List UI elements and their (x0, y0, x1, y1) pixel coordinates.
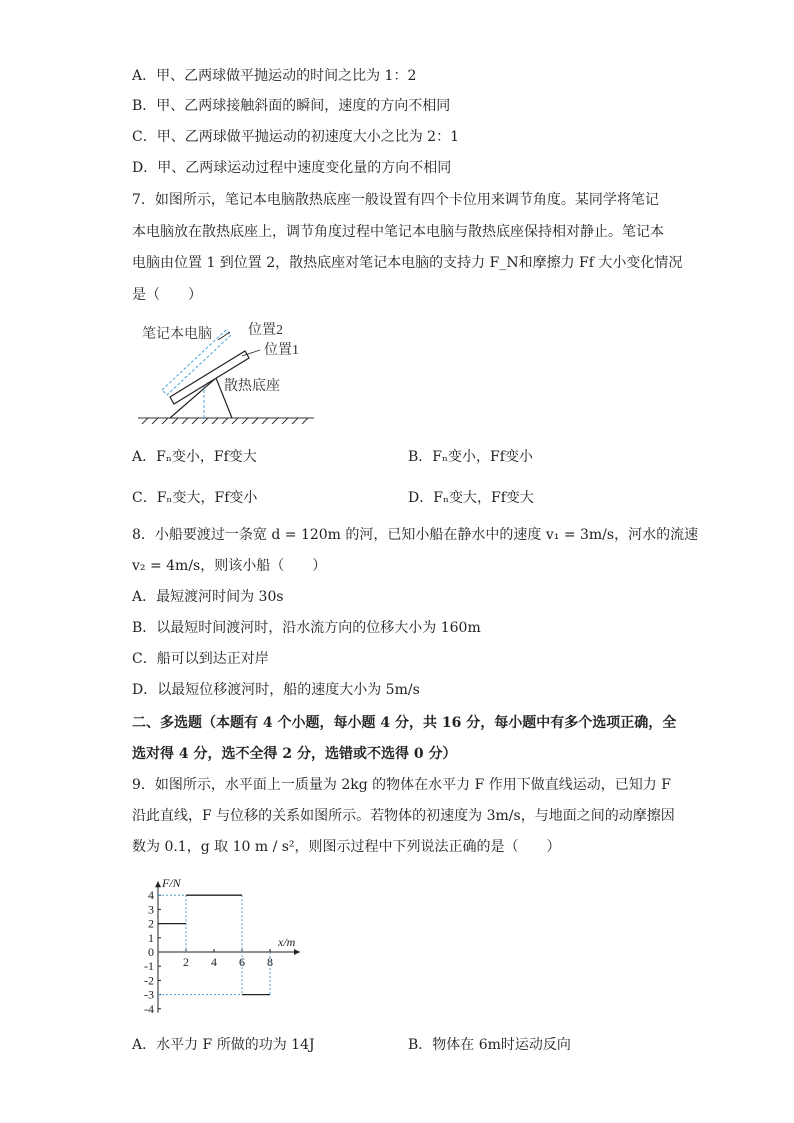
q8-stem-line: 8．小船要渡过一条宽 d = 120m 的河，已知小船在静水中的速度 v₁ = 3m/s，河水的流速 (132, 527, 699, 543)
y-tick-label: 1 (148, 930, 154, 945)
label-position-1: 位置1 (264, 343, 299, 358)
q7-stem-line: 本电脑放在散热底座上，调节角度过程中笔记本电脑与散热底座保持相对静止。笔记本 (132, 224, 664, 240)
q9-force-displacement-chart (130, 866, 330, 1016)
y-tick-label: -4 (144, 1001, 154, 1016)
q7-stem-line: 电脑由位置 1 到位置 2，散热底座对笔记本电脑的支持力 F_N和摩擦力 Ff 大小变化情况 (132, 255, 683, 271)
q9-option-b: B．物体在 6m时运动反向 (408, 1037, 571, 1053)
y-tick-label: -2 (144, 973, 154, 988)
y-tick-label: 0 (148, 945, 154, 959)
y-axis-label: F/N (162, 876, 181, 891)
q8-option-b: B．以最短时间渡河时，沿水流方向的位移大小为 160m (132, 620, 481, 636)
q7-option-c: C．Fₙ变大，Ff变小 (132, 490, 258, 506)
x-axis-arrow (294, 949, 300, 955)
section-2-heading: 二、多选题（本题有 4 个小题，每小题 4 分，共 16 分，每小题中有多个选项正确，全 (132, 715, 677, 731)
y-tick-label: 2 (148, 916, 154, 931)
x-tick-label: 4 (211, 955, 217, 969)
y-tick-label: 4 (148, 888, 154, 903)
q8-stem-line: v₂ = 4m/s，则该小船（ ） (132, 558, 327, 574)
y-axis-arrow (155, 881, 161, 887)
q9-stem-line: 沿此直线，F 与位移的关系如图所示。若物体的初速度为 3m/s，与地面之间的动摩擦因 (132, 808, 675, 824)
q8-option-a: A．最短渡河时间为 30s (132, 589, 284, 605)
q8-option-d: D．以最短位移渡河时，船的速度大小为 5m/s (132, 682, 420, 698)
label-leader-laptop (218, 332, 230, 340)
y-tick-label: 3 (148, 902, 154, 917)
q6-option-b: B．甲、乙两球接触斜面的瞬间，速度的方向不相同 (132, 98, 451, 114)
q7-option-d: D．Fₙ变大，Ff变大 (408, 490, 534, 506)
q7-stem-line: 是（ ） (132, 287, 202, 303)
ground-hatch (138, 418, 314, 424)
label-position-2: 位置2 (248, 323, 283, 338)
q8-option-c: C．船可以到达正对岸 (132, 651, 269, 667)
q7-laptop-figure (132, 318, 322, 424)
x-tick-label: 2 (183, 955, 189, 969)
q6-option-a: A．甲、乙两球做平抛运动的时间之比为 1：2 (132, 68, 417, 84)
q7-stem-line: 7．如图所示，笔记本电脑散热底座一般设置有四个卡位用来调节角度。某同学将笔记 (132, 192, 659, 208)
x-axis-label: x/m (278, 935, 296, 949)
q9-stem-line: 9．如图所示，水平面上一质量为 2kg 的物体在水平力 F 作用下做直线运动，已知力 F (132, 777, 671, 793)
q7-option-a: A．Fₙ变小，Ff变大 (132, 449, 257, 465)
q9-option-a: A．水平力 F 所做的功为 14J (132, 1037, 315, 1053)
y-tick-label: -1 (144, 959, 154, 974)
q6-option-c: C．甲、乙两球做平抛运动的初速度大小之比为 2：1 (132, 129, 459, 145)
q9-stem-line: 数为 0.1，g 取 10 m / s²，则图示过程中下列说法正确的是（ ） (132, 839, 561, 855)
x-tick-label: 8 (267, 955, 273, 969)
label-cooling-base: 散热底座 (224, 379, 280, 394)
q7-option-b: B．Fₙ变小，Ff变小 (408, 449, 533, 465)
section-2-heading: 选对得 4 分，选不全得 2 分，选错或不选得 0 分） (132, 746, 457, 762)
laptop-position-1 (170, 351, 249, 404)
y-tick-label: -3 (144, 987, 154, 1002)
x-tick-label: 6 (239, 955, 245, 969)
label-laptop: 笔记本电脑 (142, 327, 212, 342)
q6-option-d: D．甲、乙两球运动过程中速度变化量的方向不相同 (132, 160, 452, 176)
